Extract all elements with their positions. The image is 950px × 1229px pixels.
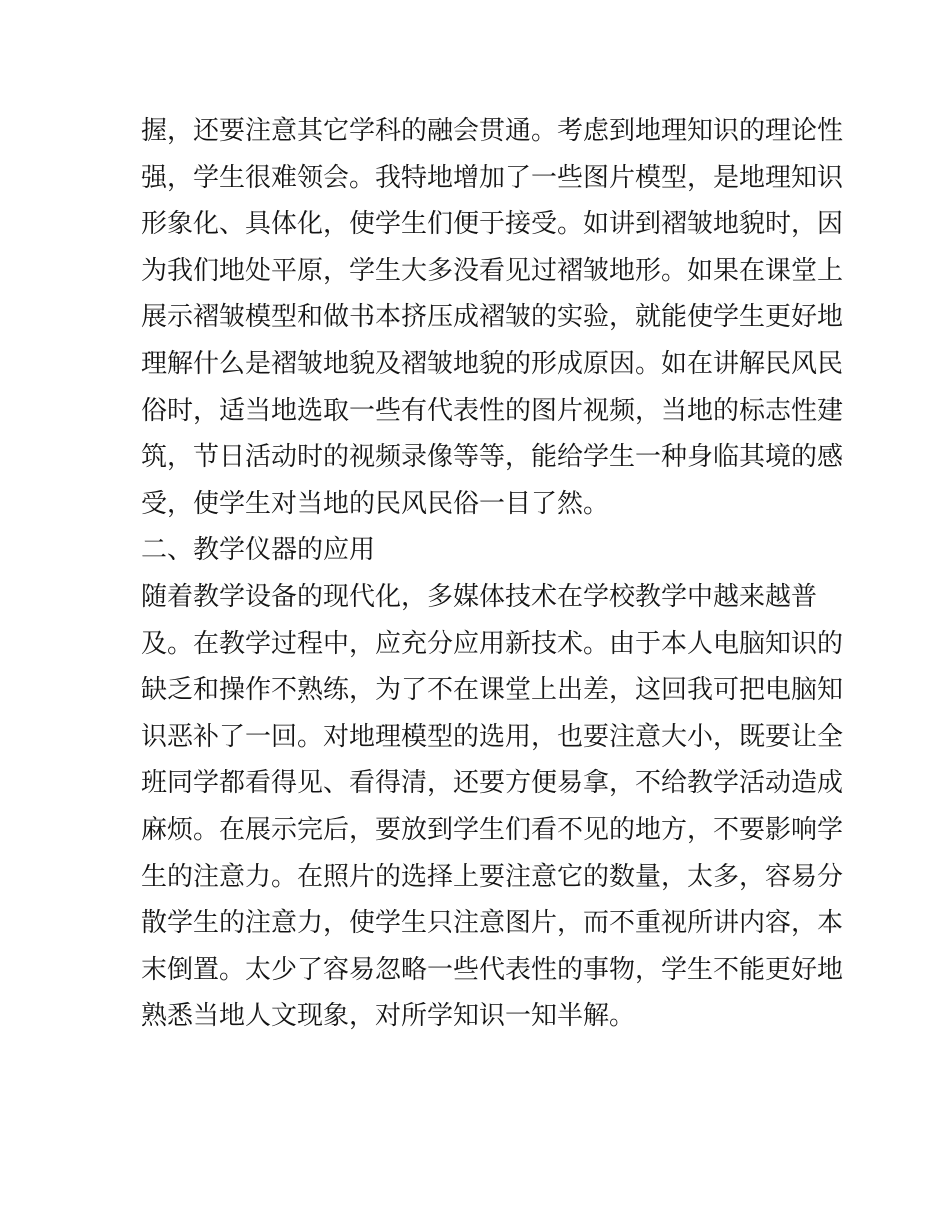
- text-line: 理解什么是褶皱地貌及褶皱地貌的形成原因。如在讲解民风民: [141, 348, 844, 379]
- text-line: 班同学都看得见、看得清，还要方便易拿，不给教学活动造成: [141, 768, 844, 799]
- text-line: 熟悉当地人文现象，对所学知识一知半解。: [141, 1001, 636, 1032]
- text-line: 识恶补了一回。对地理模型的选用，也要注意大小，既要让全: [141, 721, 844, 752]
- text-line: 麻烦。在展示完后，要放到学生们看不见的地方，不要影响学: [141, 814, 844, 845]
- body-text: [141, 108, 844, 1040]
- text-line: 缺乏和操作不熟练，为了不在课堂上出差，这回我可把电脑知: [141, 675, 844, 706]
- text-line: 筑，节日活动时的视频录像等等，能给学生一种身临其境的感: [141, 442, 844, 473]
- section-heading: 二、教学仪器的应用: [141, 535, 376, 566]
- text-line: 握，还要注意其它学科的融会贯通。考虑到地理知识的理论性: [141, 116, 844, 146]
- text-line: 强，学生很难领会。我特地增加了一些图片模型，是地理知识: [141, 162, 844, 193]
- text-line: 受，使学生对当地的民风民俗一目了然。: [141, 488, 610, 519]
- text-line: 散学生的注意力，使学生只注意图片，而不重视所讲内容，本: [141, 908, 844, 939]
- text-line: 生的注意力。在照片的选择上要注意它的数量，太多，容易分: [141, 861, 844, 892]
- text-line: 末倒置。太少了容易忽略一些代表性的事物，学生不能更好地: [141, 954, 844, 985]
- text-line: 及。在教学过程中，应充分应用新技术。由于本人电脑知识的: [141, 628, 844, 659]
- text-line: 俗时，适当地选取一些有代表性的图片视频，当地的标志性建: [141, 395, 844, 426]
- text-line: 随着教学设备的现代化，多媒体技术在学校教学中越来越普: [141, 581, 818, 612]
- text-line: 为我们地处平原，学生大多没看见过褶皱地形。如果在课堂上: [141, 255, 844, 286]
- text-line: 展示褶皱模型和做书本挤压成褶皱的实验，就能使学生更好地: [141, 302, 844, 333]
- text-line: 形象化、具体化，使学生们便于接受。如讲到褶皱地貌时，因: [141, 209, 844, 240]
